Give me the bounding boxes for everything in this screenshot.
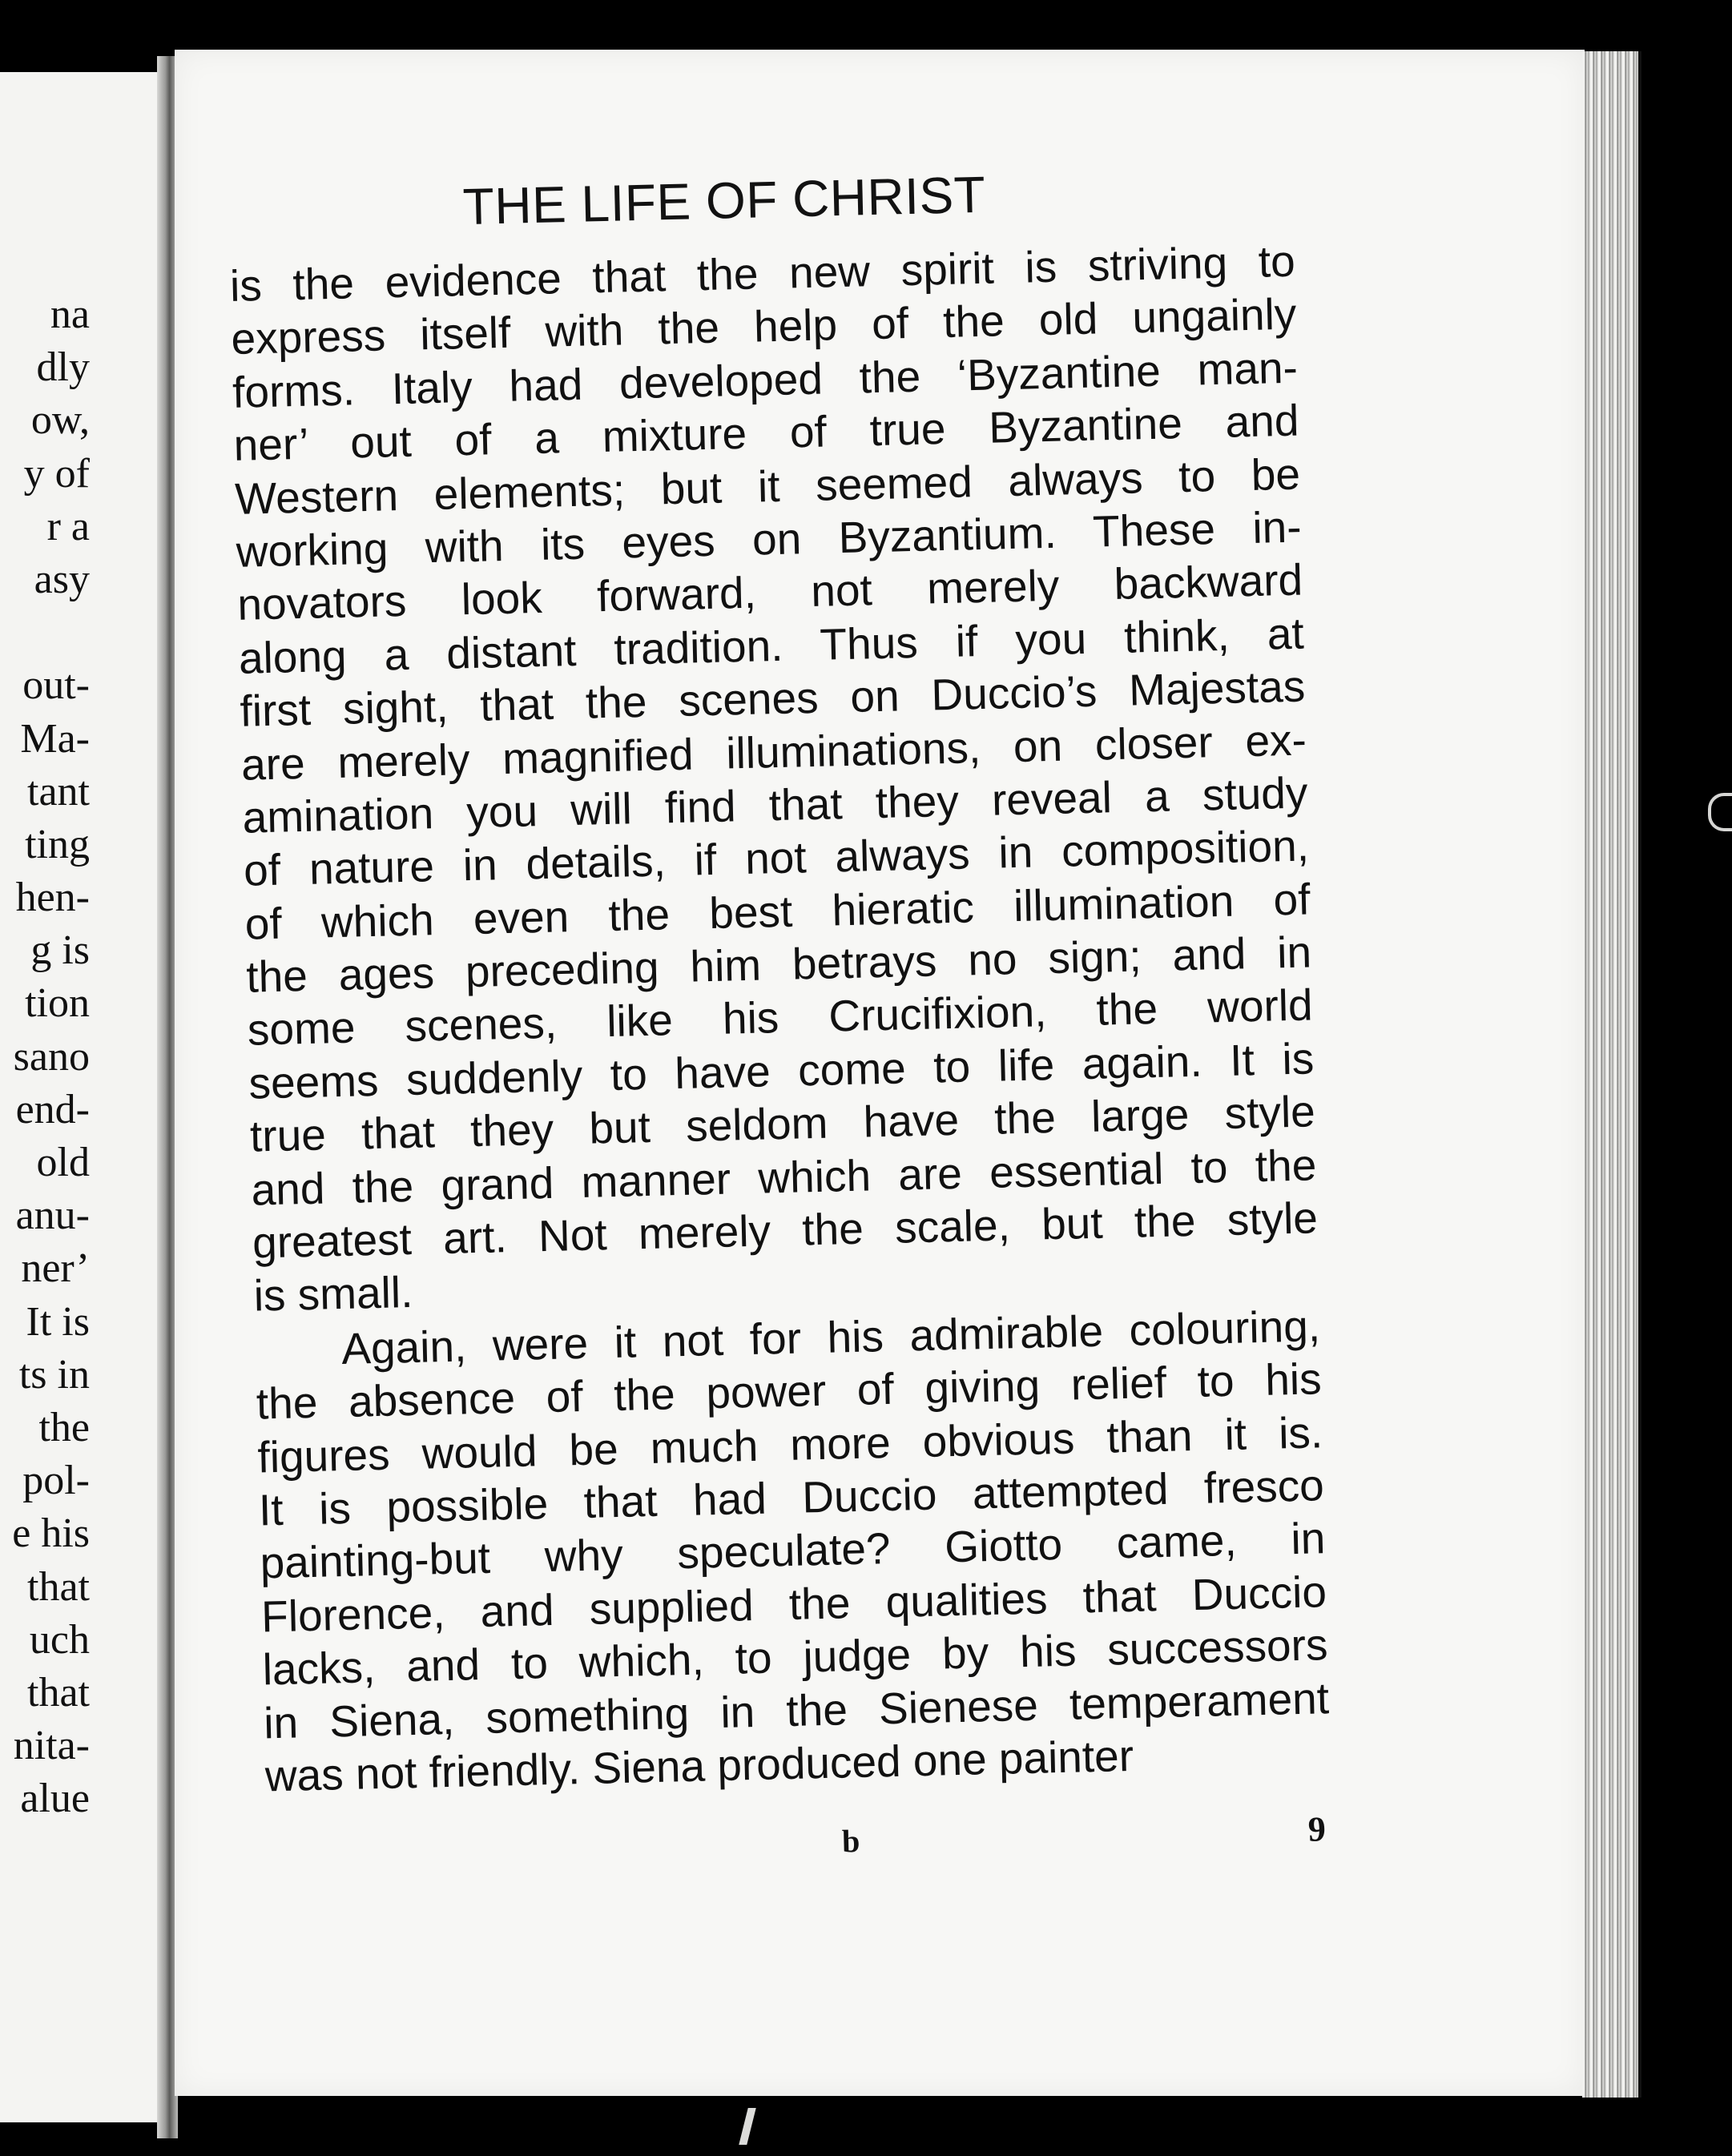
left-text-fragment: r a	[46, 503, 90, 549]
left-text-fragment: tant	[27, 768, 90, 815]
text-line: Again, were it not for his admirable colouring,	[340, 1301, 1321, 1374]
left-text-fragment: ts in	[18, 1351, 90, 1398]
left-text-fragment: g is	[30, 927, 90, 974]
text-line: are merely magnified illuminations, on closer ex-	[240, 714, 1307, 790]
body-text	[229, 235, 1331, 1803]
clip-mark-icon	[1708, 793, 1732, 831]
left-text-fragment: Ma-	[20, 715, 90, 762]
running-head: THE LIFE OF CHRIST	[461, 165, 987, 236]
text-line: is the evidence that the new spirit is striving to	[229, 235, 1296, 311]
left-text-fragment: that	[27, 1669, 90, 1716]
left-text-fragment: sano	[13, 1033, 90, 1080]
text-line: ner’ out of a mixture of true Byzantine and	[233, 395, 1300, 471]
left-text-fragment: old	[36, 1140, 90, 1185]
left-text-fragment: the	[38, 1404, 90, 1450]
text-line: painting-but why speculate? Giotto came, in	[259, 1513, 1326, 1588]
left-text-fragment: alue	[20, 1776, 90, 1822]
text-line: working with its eyes on Byzantium. These in-	[236, 501, 1303, 577]
text-line: Western elements; but it seemed always to be	[234, 448, 1301, 524]
left-text-fragment: asy	[34, 556, 90, 602]
left-text-fragment: y of	[23, 450, 90, 497]
text-line: express itself with the help of the old ungainly	[230, 289, 1297, 364]
left-text-fragment: pol-	[22, 1458, 90, 1504]
text-line: amination you will find that they reveal a study	[241, 767, 1309, 843]
text-line: was not friendly. Siena produced one painter	[264, 1730, 1134, 1801]
left-text-fragment: e his	[12, 1510, 90, 1557]
page-number: 9	[1307, 1809, 1327, 1849]
page-edges	[1582, 51, 1641, 2098]
left-text-fragment: hen-	[15, 875, 90, 921]
left-text-fragment: ting	[25, 821, 90, 867]
text-line: of which even the best hieratic illumination of	[244, 874, 1311, 949]
scan-artifact-mark	[739, 2108, 755, 2145]
left-text-fragment: out-	[22, 662, 90, 709]
left-text-fragment: ow,	[30, 397, 90, 444]
text-line: Florence, and supplied the qualities that Duccio	[260, 1566, 1327, 1642]
left-text-fragment: uch	[29, 1616, 90, 1663]
left-text-fragment	[0, 606, 90, 659]
text-line: It is possible that had Duccio attempted fresco	[258, 1460, 1325, 1535]
text-line: the absence of the power of giving relief to his	[256, 1354, 1323, 1429]
text-line: of nature in details, if not always in composition,	[243, 820, 1310, 896]
left-text-fragment: end-	[15, 1086, 90, 1132]
text-line: and the grand manner which are essential to the	[250, 1139, 1317, 1215]
left-text-fragment: ner’	[21, 1245, 90, 1292]
text-line: some scenes, like his Crucifixion, the world	[247, 979, 1314, 1056]
left-text-fragment: tion	[25, 980, 90, 1027]
left-text-fragment: that	[27, 1563, 90, 1610]
left-text-fragment: na	[50, 292, 90, 337]
text-line: along a distant tradition. Thus if you think, at	[238, 608, 1305, 683]
text-line: true that they but seldom have the large style	[249, 1086, 1316, 1161]
left-text-fragment: anu-	[15, 1193, 90, 1239]
text-line: novators look forward, not merely backward	[236, 554, 1303, 630]
text-line: the ages preceding him betrays no sign; and in	[245, 927, 1312, 1002]
text-line: greatest art. Not merely the scale, but the style	[252, 1193, 1319, 1268]
text-line: seems suddenly to have come to life again. It is	[248, 1033, 1315, 1108]
text-line: forms. Italy had developed the ‘Byzantine man-	[232, 342, 1299, 417]
text-line: is small.	[253, 1267, 414, 1321]
text-line: first sight, that the scenes on Duccio’s Majestas	[239, 661, 1306, 736]
text-line: figures would be much more obvious than it is.	[256, 1406, 1323, 1482]
left-text-fragment: It is	[26, 1298, 90, 1345]
left-text-fragment: nita-	[13, 1723, 90, 1769]
text-line: lacks, and to which, to judge by his successors	[262, 1619, 1329, 1695]
left-page-text-fragments	[0, 288, 90, 1825]
text-line: in Siena, something in the Sienese temperament	[263, 1672, 1330, 1748]
left-text-fragment: dly	[36, 344, 90, 391]
signature-mark: b	[841, 1822, 860, 1860]
